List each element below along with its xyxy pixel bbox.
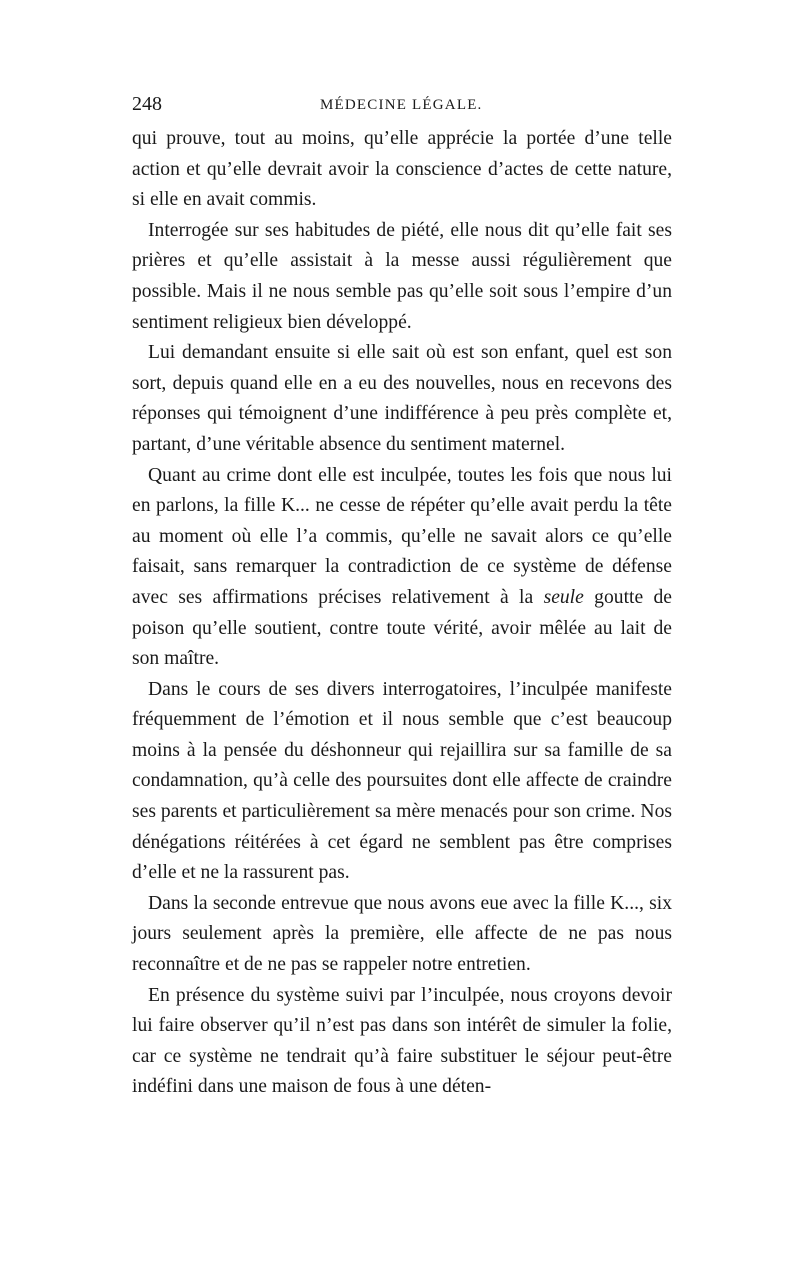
emphasized-word: seule bbox=[543, 586, 584, 608]
paragraph-6: Dans la seconde entrevue que nous avons eue avec la fille K..., six jours seulement après la première, elle affecte de ne pas nous reconnaître et de ne pas se rappeler notre entretien. bbox=[132, 892, 672, 976]
paragraph-5: Dans le cours de ses divers interrogatoires, l’inculpée manifeste fréquemment de l’émotion et il nous semble que c’est beaucoup moins à la pensée du déshonneur qui rejaillira sur sa famille de sa condamnation, qu’à celle des poursuites dont elle affecte de craindre ses parents et particulièrement sa mère menacés pour son crime. Nos dénégations réitérées à cet égard ne semblent pas être comprises d’elle et ne la rassurent pas. bbox=[132, 678, 672, 884]
page-number: 248 bbox=[132, 93, 162, 115]
paragraph-7: En présence du système suivi par l’inculpée, nous croyons devoir lui faire observer qu’il n’est pas dans son intérêt de simuler la folie, car ce système ne tendrait qu’à faire substituer le séjour peut-être indéfini dans une maison de fous à une déten- bbox=[132, 984, 672, 1098]
body-text bbox=[132, 124, 672, 1103]
running-head: MÉDECINE LÉGALE. bbox=[320, 97, 483, 113]
paragraph-3: Lui demandant ensuite si elle sait où est son enfant, quel est son sort, depuis quand elle en a eu des nouvelles, nous en recevons des réponses qui témoignent d’une indifférence à peu près complète et, partant, d’une véritable absence du sentiment maternel. bbox=[132, 342, 672, 455]
paragraph-4-text-after: goutte de poison qu’elle soutient, contre toute vérité, avoir mêlée au lait de son maître. bbox=[132, 586, 672, 670]
page-header bbox=[132, 92, 672, 116]
paragraph-2: Interrogée sur ses habitudes de piété, elle nous dit qu’elle fait ses prières et qu’elle assistait à la messe aussi régulièrement que possible. Mais il ne nous semble pas qu’elle soit sous l’empire d’un sentiment religieux bien développé. bbox=[132, 219, 672, 333]
paragraph-4 bbox=[132, 461, 672, 675]
paragraph-1: qui prouve, tout au moins, qu’elle apprécie la portée d’une telle action et qu’elle devrait avoir la conscience d’actes de cette nature, si elle en avait commis. bbox=[132, 128, 672, 211]
paragraph-4-text-before: Quant au crime dont elle est inculpée, toutes les fois que nous lui en parlons, la fille K... ne cesse de répéter qu’elle avait perdu la tête au moment où elle l’a commis, qu’elle ne savait alors ce qu’elle faisait, sans remarquer la contradiction de ce système de défense avec ses affirmations précises relativement à la bbox=[132, 464, 672, 608]
